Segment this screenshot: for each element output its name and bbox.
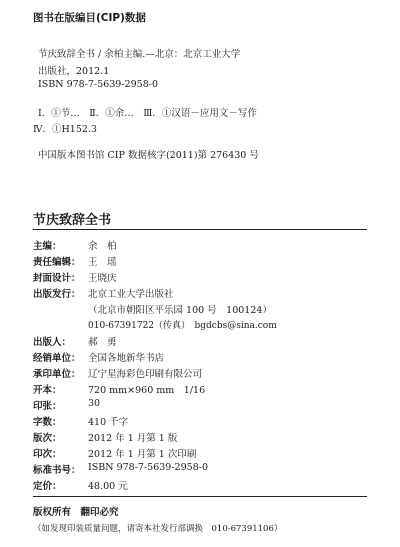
detail-value-editor: 余 柏 <box>88 241 117 252</box>
detail-label-word-count: 字数： <box>33 417 62 428</box>
copyright-notice: 版权所有 翻印必究 <box>33 507 119 518</box>
detail-value-edition: 2012 年 1 月第 1 版 <box>88 433 178 444</box>
detail-value-isbn: ISBN 978-7-5639-2958-0 <box>88 462 208 473</box>
detail-value-publisher-address: （北京市朝阳区平乐园 100 号 100124） <box>88 305 272 316</box>
divider-bottom <box>33 496 367 497</box>
detail-value-publisher-person: 郝 勇 <box>88 337 117 348</box>
detail-value-format: 720 mm×960 mm 1/16 <box>88 385 206 396</box>
detail-value-printed-sheets: 30 <box>88 398 101 409</box>
detail-label-responsible-editor: 责任编辑： <box>33 257 81 268</box>
detail-label-publisher: 出版发行： <box>33 289 81 300</box>
detail-label-editor: 主编： <box>33 241 62 252</box>
cip-classification-1: Ⅰ．①节… Ⅱ．①余… Ⅲ．①汉语－应用文－写作 <box>38 108 257 119</box>
cip-record: 中国版本图书馆 CIP 数据核字(2011)第 276430 号 <box>38 150 259 161</box>
detail-label-distributor: 经销单位： <box>33 353 81 364</box>
detail-label-publisher-person: 出版人： <box>33 337 72 348</box>
detail-label-isbn: 标准书号： <box>33 465 81 476</box>
cip-classification-2: Ⅳ．①H152.3 <box>33 124 97 135</box>
detail-value-responsible-editor: 王 瑶 <box>88 257 117 268</box>
detail-value-printer: 辽宁星海彩色印刷有限公司 <box>88 369 203 380</box>
detail-value-printing: 2012 年 1 月第 1 次印刷 <box>88 449 197 460</box>
detail-value-price: 48.00 元 <box>88 481 128 492</box>
cip-heading: 图书在版编目(CIP)数据 <box>33 12 146 24</box>
detail-value-publisher-contact: 010-67391722（传真） bgdcbs@sina.com <box>88 321 277 331</box>
detail-label-price: 定价： <box>33 481 62 492</box>
detail-label-printer: 承印单位： <box>33 369 81 380</box>
cip-line-1: 节庆致辞全书 / 余柏主编.—北京：北京工业大学 <box>38 49 241 60</box>
detail-value-publisher: 北京工业大学出版社 <box>88 289 174 300</box>
detail-label-printing: 印次： <box>33 449 62 460</box>
quality-note: （如发现印装质量问题，请寄本社发行部调换 010-67391106） <box>33 524 283 534</box>
detail-label-edition: 版次： <box>33 433 62 444</box>
detail-value-distributor: 全国各地新华书店 <box>88 353 165 364</box>
detail-value-word-count: 410 千字 <box>88 417 129 428</box>
detail-label-cover-design: 封面设计： <box>33 273 81 284</box>
cip-line-2: 出版社，2012.1 <box>38 66 110 77</box>
detail-value-cover-design: 王晓庆 <box>88 273 117 284</box>
book-title: 节庆致辞全书 <box>33 213 112 228</box>
detail-label-format: 开本： <box>33 385 62 396</box>
detail-label-printed-sheets: 印张： <box>33 401 62 412</box>
cip-isbn: ISBN 978-7-5639-2958-0 <box>38 79 158 90</box>
divider-top <box>33 229 367 230</box>
